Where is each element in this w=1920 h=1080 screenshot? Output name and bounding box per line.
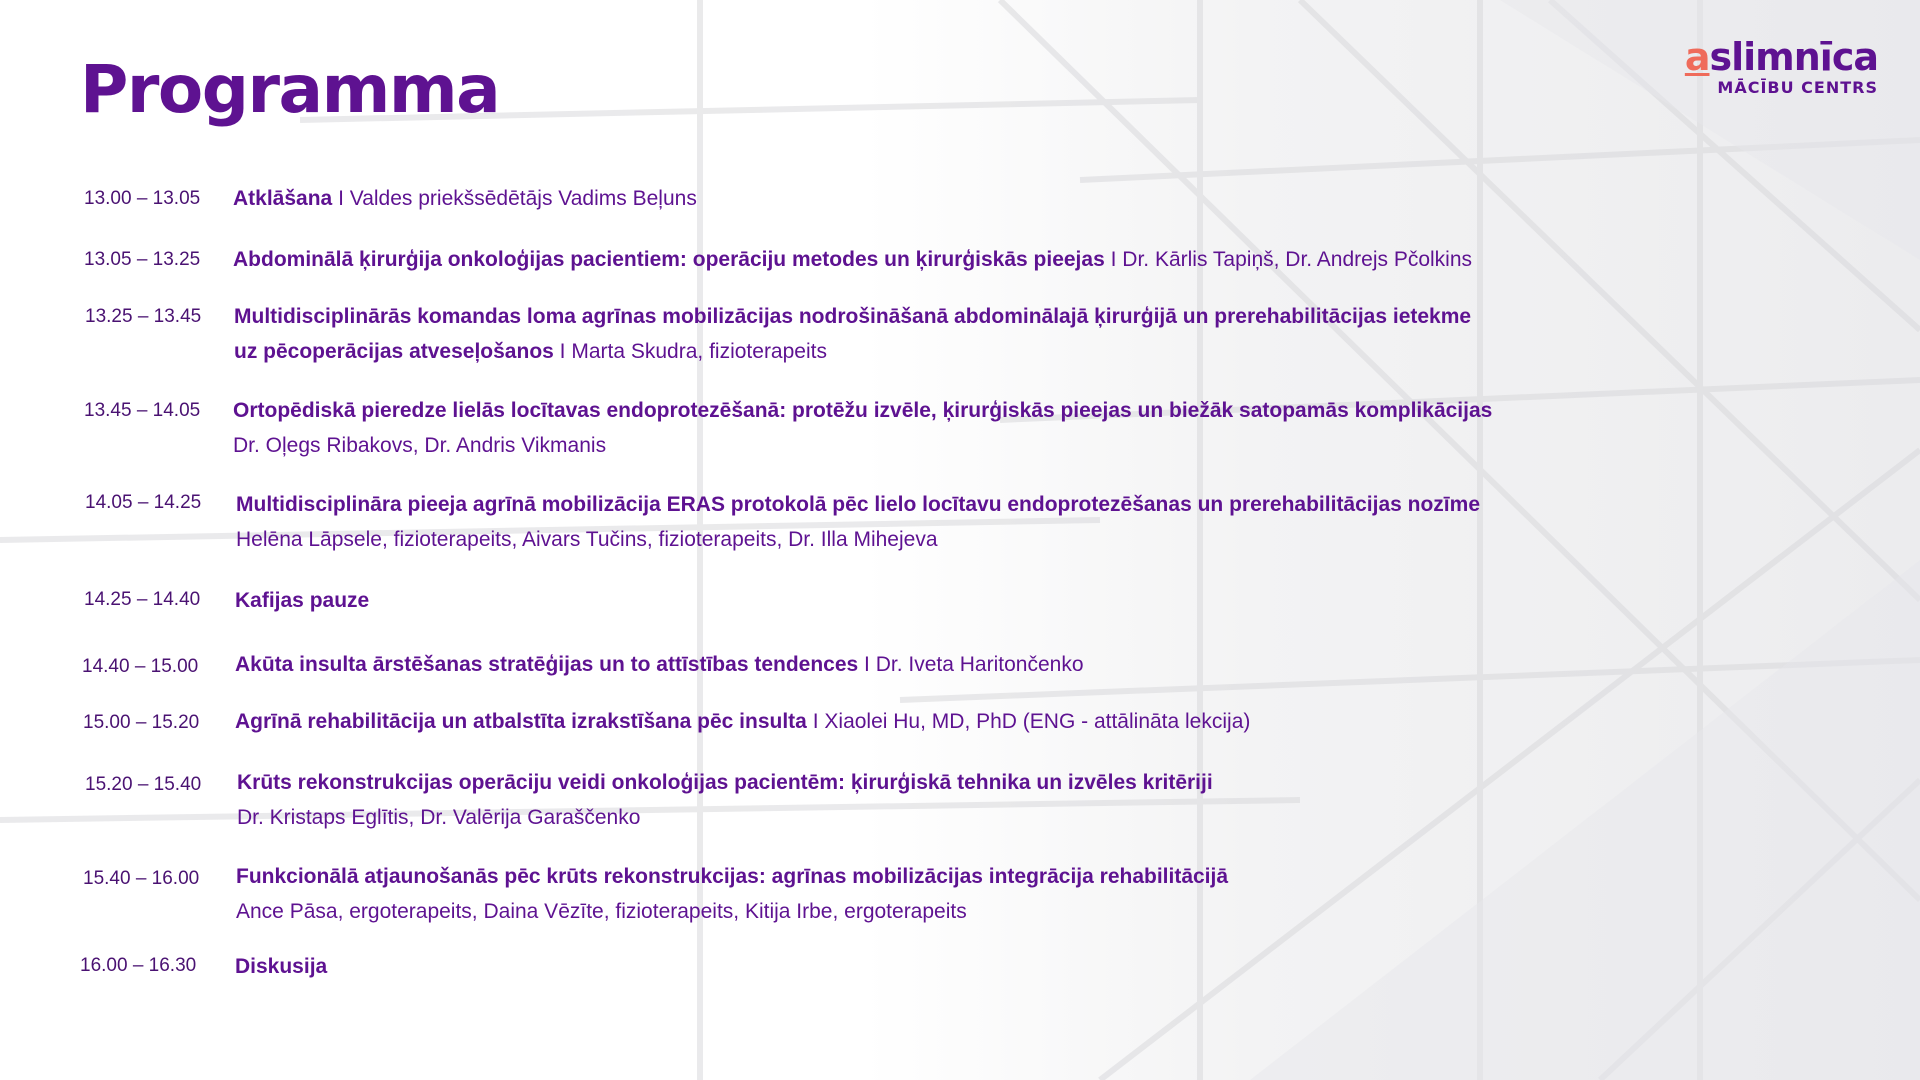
session xyxy=(235,949,327,984)
session xyxy=(235,647,1084,682)
session-speakers: Dr. Oļegs Ribakovs, Dr. Andris Vikmanis xyxy=(233,434,607,457)
session-title: Krūts rekonstrukcijas operāciju veidi onkoloģijas pacientēm: ķirurģiskā tehnika un izvēles kritēriji xyxy=(237,771,1213,794)
logo-subtitle: MĀCĪBU CENTRS xyxy=(1717,78,1878,97)
session-speakers: Ance Pāsa, ergoterapeits, Daina Vēzīte, fizioterapeits, Kitija Irbe, ergoterapeits xyxy=(236,900,967,923)
separator: I xyxy=(1110,248,1117,271)
time-slot: 14.05 – 14.25 xyxy=(85,492,202,513)
session-speakers: Dr. Kārlis Tapiņš, Dr. Andrejs Pčolkins xyxy=(1122,248,1473,271)
session xyxy=(234,299,1471,369)
session-title: Ortopēdiskā pieredze lielās locītavas endoprotezēšanā: protēžu izvēle, ķirurģiskās pieejas un biežāk satopamās komplikācijas xyxy=(233,399,1493,422)
separator: I xyxy=(864,653,870,676)
session-title: Akūta insulta ārstēšanas stratēģijas un to attīstības tendences xyxy=(235,653,859,676)
session-title: Diskusija xyxy=(235,955,328,978)
separator: I xyxy=(338,187,344,210)
session xyxy=(235,704,1250,739)
session xyxy=(233,181,697,216)
session-speakers: Dr. Kristaps Eglītis, Dr. Valērija Garaščenko xyxy=(237,806,641,829)
time-slot: 15.00 – 15.20 xyxy=(83,712,200,733)
time-slot: 15.20 – 15.40 xyxy=(85,774,202,795)
separator: I xyxy=(812,710,819,733)
time-slot: 14.40 – 15.00 xyxy=(82,656,199,677)
logo-accent-letter: a xyxy=(1684,35,1710,79)
session-speakers: Marta Skudra, fizioterapeits xyxy=(571,340,827,363)
time-slot: 16.00 – 16.30 xyxy=(80,955,197,976)
session-speakers: Dr. Iveta Haritončenko xyxy=(875,653,1084,676)
logo-main-text: slimnīca xyxy=(1709,35,1878,79)
session-speakers: Valdes priekšsēdētājs Vadims Beļuns xyxy=(349,187,697,210)
session xyxy=(233,393,1492,463)
session-title: Funkcionālā atjaunošanās pēc krūts rekonstrukcijas: agrīnas mobilizācijas integrācija rehabilitācijā xyxy=(236,865,1229,888)
time-slot: 15.40 – 16.00 xyxy=(83,868,200,889)
session xyxy=(236,487,1480,557)
session-title-continued: uz pēcoperācijas atveseļošanos xyxy=(234,340,554,363)
time-slot: 13.25 – 13.45 xyxy=(85,306,202,327)
session xyxy=(233,242,1472,277)
session-title: Multidisciplināra pieeja agrīnā mobilizācija ERAS protokolā pēc lielo locītavu endoprotezēšanas un prerehabilitācijas nozīme xyxy=(236,493,1480,516)
page-title: Programma xyxy=(80,51,500,128)
session xyxy=(235,583,369,618)
session-title: Abdominālā ķirurģija onkoloģijas pacientiem: operāciju metodes un ķirurģiskās pieejas xyxy=(233,248,1105,271)
time-slot: 13.45 – 14.05 xyxy=(84,400,201,421)
session xyxy=(237,765,1213,835)
session-speakers: Helēna Lāpsele, fizioterapeits, Aivars Tučins, fizioterapeits, Dr. Illa Mihejeva xyxy=(236,528,938,551)
time-slot: 14.25 – 14.40 xyxy=(84,589,201,610)
session xyxy=(236,859,1228,929)
session-title: Agrīnā rehabilitācija un atbalstīta izrakstīšana pēc insulta xyxy=(235,710,807,733)
time-slot: 13.05 – 13.25 xyxy=(84,249,201,270)
time-slot: 13.00 – 13.05 xyxy=(84,188,201,209)
separator: I xyxy=(559,340,566,363)
session-title: Kafijas pauze xyxy=(235,589,370,612)
session-title: Atklāšana xyxy=(233,187,333,210)
session-title: Multidisciplinārās komandas loma agrīnas mobilizācijas nodrošināšanā abdominālajā ķirurģijā un prerehabilitācijas ietekme xyxy=(234,305,1472,328)
session-speakers: Xiaolei Hu, MD, PhD (ENG - attālināta lekcija) xyxy=(824,710,1251,733)
